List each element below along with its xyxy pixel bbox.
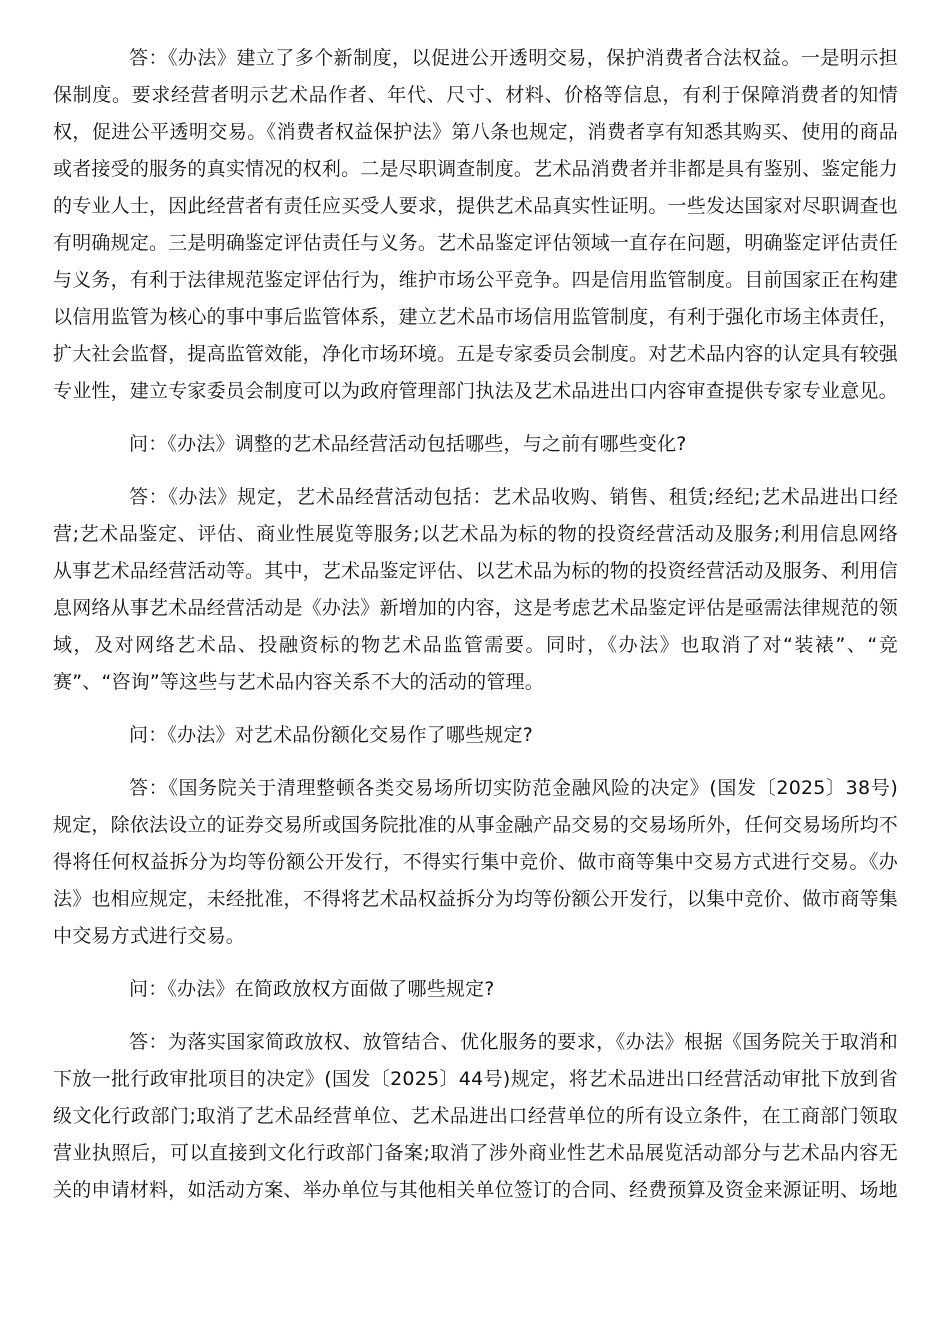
question-paragraph: 问：《办法》在简政放权方面做了哪些规定? <box>129 978 495 1000</box>
answer-paragraph: 答：为落实国家简政放权、放管结合、优化服务的要求，《办法》根据《国务院关于取消和下放一批行政审批项目的决定》(国发〔2025〕44号)规定，将艺术品进出口经营活动审批下放到省级文化行政部门;取消了艺术品经营单位、艺术品进出口经营单位的所有设立条件，在工商部门领取营业执照后，可以直接到文化行政部门备案;取消了涉外商业性艺术品展览活动部分与艺术品内容无关的申请材料，如活动方案、举办单位与其他相关单位签订的合同、经费预算及资金来源证明、场地 <box>53 1031 898 1201</box>
answer-paragraph: 答：《国务院关于清理整顿各类交易场所切实防范金融风险的决定》(国发〔2025〕38号)规定，除依法设立的证券交易所或国务院批准的从事金融产品交易的交易场所外，任何交易场所均不得将任何权益拆分为均等份额公开发行，不得实行集中竞价、做市商等集中交易方式进行交易。《办法》也相应规定，未经批准，不得将艺术品权益拆分为均等份额公开发行，以集中竞价、做市商等集中交易方式进行交易。 <box>53 777 898 947</box>
question-paragraph: 问：《办法》对艺术品份额化交易作了哪些规定? <box>129 724 533 746</box>
answer-paragraph: 答：《办法》规定，艺术品经营活动包括：艺术品收购、销售、租赁;经纪;艺术品进出口经营;艺术品鉴定、评估、商业性展览等服务;以艺术品为标的物的投资经营活动及服务;利用信息网络从事艺术品经营活动等。其中，艺术品鉴定评估、以艺术品为标的物的投资经营活动及服务、利用信息网络从事艺术品经营活动是《办法》新增加的内容，这是考虑艺术品鉴定评估是亟需法律规范的领域，及对网络艺术品、投融资标的物艺术品监管需要。同时，《办法》也取消了对“装裱”、“竞赛”、“咨询”等这些与艺术品内容关系不大的活动的管理。 <box>53 486 898 693</box>
question-paragraph: 问：《办法》调整的艺术品经营活动包括哪些，与之前有哪些变化? <box>129 433 687 455</box>
document-page <box>53 40 898 1209</box>
answer-paragraph: 答：《办法》建立了多个新制度，以促进公开透明交易，保护消费者合法权益。一是明示担保制度。要求经营者明示艺术品作者、年代、尺寸、材料、价格等信息，有利于保障消费者的知情权，促进公平透明交易。《消费者权益保护法》第八条也规定，消费者享有知悉其购买、使用的商品或者接受的服务的真实情况的权利。二是尽职调查制度。艺术品消费者并非都是具有鉴别、鉴定能力的专业人士，因此经营者有责任应买受人要求，提供艺术品真实性证明。一些发达国家对尽职调查也有明确规定。三是明确鉴定评估责任与义务。艺术品鉴定评估领域一直存在问题，明确鉴定评估责任与义务，有利于法律规范鉴定评估行为，维护市场公平竞争。四是信用监管制度。目前国家正在构建以信用监管为核心的事中事后监管体系，建立艺术品市场信用监管制度，有利于强化市场主体责任，扩大社会监督，提高监管效能，净化市场环境。五是专家委员会制度。对艺术品内容的认定具有较强专业性，建立专家委员会制度可以为政府管理部门执法及艺术品进出口内容审查提供专家专业意见。 <box>53 47 898 402</box>
